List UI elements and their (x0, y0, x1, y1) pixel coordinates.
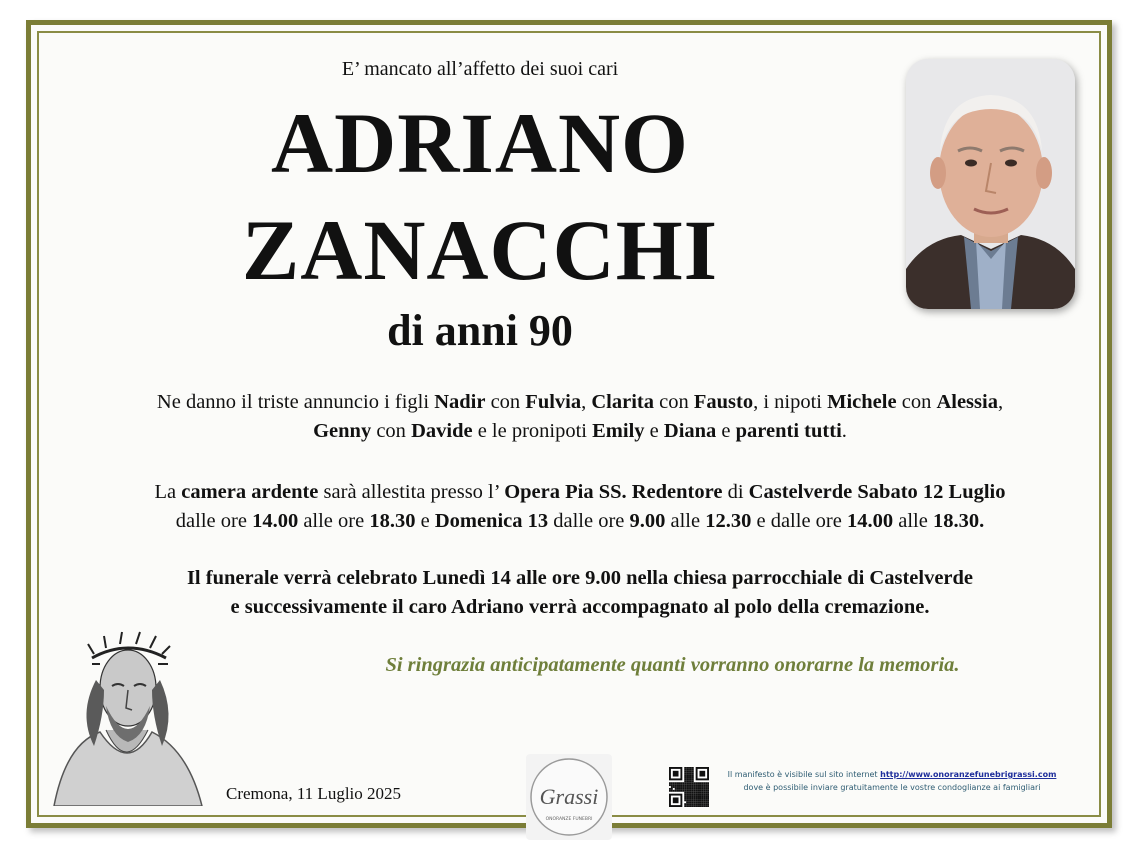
funeral-line-2: e successivamente il caro Adriano verrà accompagnato al polo della cremazione. (230, 596, 930, 618)
p1-run: Genny (313, 420, 372, 442)
p1-run: e le pronipoti (472, 420, 593, 442)
website-info (712, 768, 1072, 794)
age-text: di anni 90 (387, 306, 573, 355)
p1-run: Fulvia (525, 391, 582, 413)
last-name: ZANACCHI (241, 202, 719, 298)
announcement-family (60, 388, 1100, 446)
p1-run: con (485, 391, 526, 413)
website-prefix: Il manifesto è visibile sul sito internet (727, 770, 881, 779)
funeral-line-1: Il funerale verrà celebrato Lunedì 14 alle ore 9.00 nella chiesa parrocchiale di Castelverde (186, 567, 974, 589)
logo-mark (526, 754, 612, 840)
christ-image (48, 624, 206, 806)
p1-run: e (716, 420, 736, 442)
p2-run: alle (893, 510, 933, 532)
portrait-photo (906, 59, 1075, 309)
first-name: ADRIANO (271, 95, 689, 191)
p2-run: camera ardente (181, 481, 319, 503)
p2-run: 12.30 (705, 510, 752, 532)
qr-code-icon (669, 767, 709, 807)
p2-run: di (722, 481, 749, 503)
website-link[interactable]: http://www.onoranzefunebrigrassi.com (880, 770, 1057, 779)
p1-run: Diana (663, 420, 717, 442)
p1-run: Fausto (693, 391, 754, 413)
p2-run: 18.30. (932, 510, 985, 532)
p2-run: Opera Pia SS. Redentore (504, 481, 723, 503)
p1-run: , (581, 391, 592, 413)
p1-run: Ne danno il triste annuncio i figli (156, 391, 435, 413)
p2-run: alle (665, 510, 706, 532)
p1-run: . (841, 420, 847, 442)
p2-run: 18.30 (369, 510, 416, 532)
announcement-viewing (60, 478, 1100, 536)
p2-run: e dalle ore (751, 510, 847, 532)
p2-run: sarà allestita presso l’ (318, 481, 505, 503)
portrait-illustration (906, 59, 1075, 309)
christ-crown-of-thorns-drawing (48, 624, 206, 806)
place-date: Cremona, 11 Luglio 2025 (226, 784, 402, 803)
p1-run: Nadir (434, 391, 486, 413)
intro-text: E’ mancato all’affetto dei suoi cari (341, 58, 619, 80)
p2-run: 14.00 (846, 510, 894, 532)
p1-run: e (644, 420, 664, 442)
p2-run: 14.00 (252, 510, 299, 532)
website-line-2: dove è possibile inviare gratuitamente le vostre condoglianze ai famigliari (743, 783, 1041, 792)
p1-run: parenti tutti (735, 420, 842, 442)
p1-run: con (371, 420, 412, 442)
p1-run: con (654, 391, 694, 413)
p2-run: e (415, 510, 435, 532)
p2-run: alle ore (298, 510, 370, 532)
p1-run: Clarita (591, 391, 654, 413)
qr-code[interactable] (669, 767, 709, 807)
p1-run: Emily (592, 420, 645, 442)
p2-run: La (154, 481, 182, 503)
logo-subtitle: ONORANZE FUNEBRI (545, 817, 593, 822)
grassi-logo (526, 754, 612, 840)
p1-run: , (997, 391, 1004, 413)
p1-run: con (896, 391, 937, 413)
p2-run: Domenica 13 (434, 510, 549, 532)
p1-run: , i nipoti (753, 391, 828, 413)
p2-run: 9.00 (629, 510, 666, 532)
logo-name: Grassi (539, 784, 599, 809)
p1-run: Alessia (936, 391, 998, 413)
p1-run: Davide (411, 420, 473, 442)
p2-run: Castelverde Sabato 12 Luglio (748, 481, 1006, 503)
p2-run: dalle ore (548, 510, 630, 532)
p2-run: dalle ore (175, 510, 253, 532)
thanks-text: Si ringrazia anticipatamente quanti vorranno onorarne la memoria. (385, 654, 960, 676)
p1-run: Michele (827, 391, 897, 413)
announcement-funeral (60, 564, 1100, 622)
